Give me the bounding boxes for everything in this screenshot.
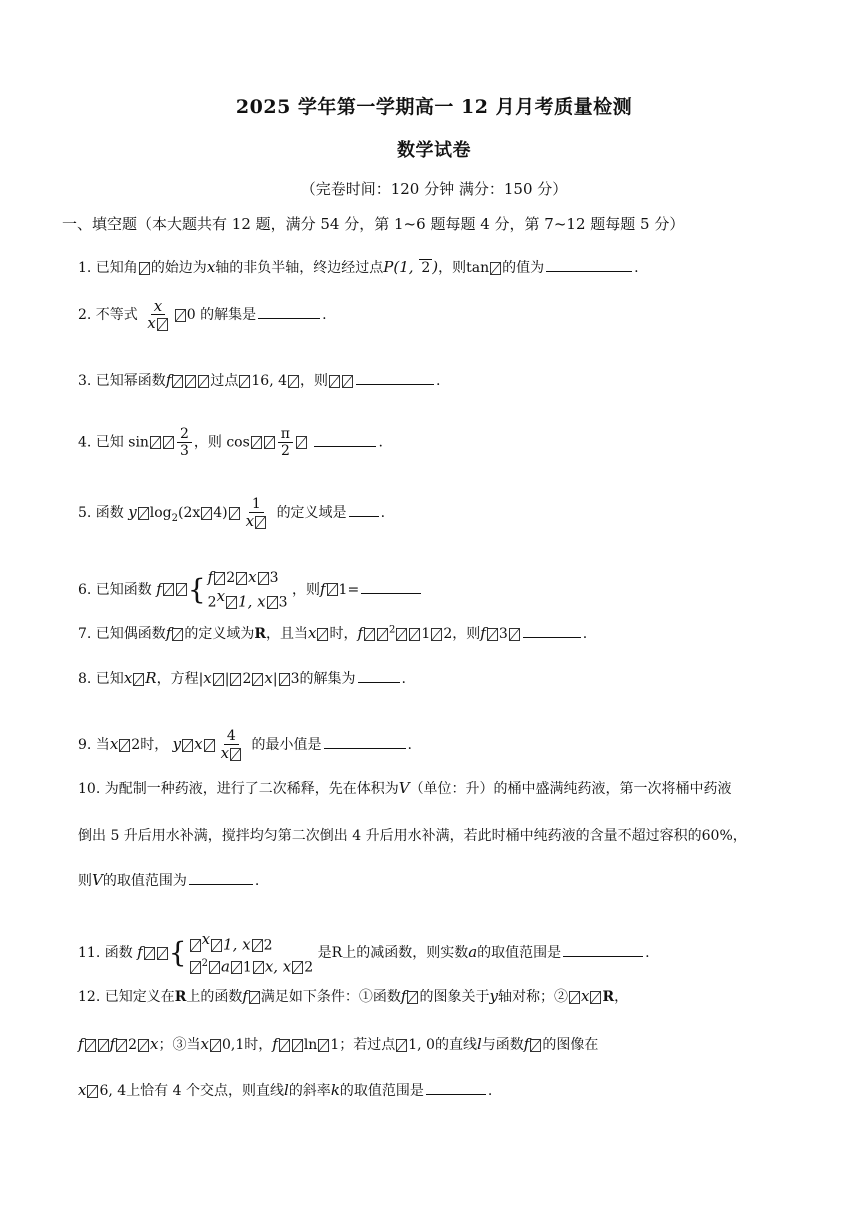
answer-blank[interactable] bbox=[314, 445, 376, 447]
question-10-line-1: 10. 为配制一种药液，进行了二次稀释，先在体积为V（单位：升）的桶中盛满纯药液，第一次将桶中药液 bbox=[78, 779, 732, 797]
answer-blank[interactable] bbox=[258, 317, 320, 319]
alpha-glyph bbox=[490, 262, 501, 275]
question-11: 11. 函数 f { $^x$ 1, x 2 $^2$ a 1 x, x 2 是R上的减函数，则实数a的取值范围是 . bbox=[78, 930, 650, 976]
piecewise-rows: f 2 x 3 2$^x$ 1, x 3 bbox=[207, 568, 288, 611]
answer-blank[interactable] bbox=[356, 383, 434, 385]
left-brace: { bbox=[168, 936, 187, 970]
answer-blank[interactable] bbox=[189, 883, 253, 885]
fraction: $\frac{1}{x}$ bbox=[243, 496, 270, 530]
question-3: 3. 已知幂函数f 过点 16, 4 ，则 . bbox=[78, 371, 441, 389]
question-9: 9. 当x 2时， y x $\frac{4}{x}$ 的最小值是 . bbox=[78, 728, 412, 762]
question-12-line-2: f f 2 x；③当x 0,1时，f ln 1；若过点 1, 0的直线l与函数f 的图像在 bbox=[78, 1035, 599, 1053]
fraction: $\frac{2}{3}$ bbox=[177, 426, 192, 459]
question-10-line-3: 则V的取值范围为 . bbox=[78, 871, 260, 889]
question-6: 6. 已知函数 f { f 2 x 3 2$^x$ 1, x 3 ，则f 1= bbox=[78, 568, 798, 612]
answer-blank[interactable] bbox=[563, 955, 643, 957]
piecewise-rows: $^x$ 1, x 2 $^2$ a 1 x, x 2 bbox=[189, 930, 314, 976]
question-7: 7. 已知偶函数f 的定义域为R，且当x 时，f $^2$ 1 2，则f 3 . bbox=[78, 624, 588, 642]
answer-blank[interactable] bbox=[546, 270, 632, 272]
question-12-line-3: x 6, 4上恰有 4 个交点，则直线l的斜率k的取值范围是 . bbox=[78, 1081, 493, 1099]
exam-time-info: （完卷时间：120 分钟 满分：150 分） bbox=[300, 180, 568, 198]
fraction: $\frac{\pi}{2}$ bbox=[278, 426, 293, 459]
question-4: 4. 已知 sin $\frac{2}{3}$ ，则 cos $\frac{\pi}{2}$ . bbox=[78, 426, 383, 459]
answer-blank[interactable] bbox=[358, 681, 400, 683]
alpha-glyph bbox=[139, 262, 150, 275]
fraction: $\frac{4}{x}$ bbox=[218, 728, 245, 762]
question-8: 8. 已知x R，方程|x | 2 x| 3的解集为 . bbox=[78, 669, 406, 687]
exam-subject: 数学试卷 bbox=[397, 140, 471, 161]
question-1: 1. 已知角 的始边为x轴的非负半轴，终边经过点P(1, 2 )，则tan 的值为 . bbox=[78, 258, 639, 276]
question-10-line-2: 倒出 5 升后用水补满，搅拌均匀第二次倒出 4 升后用水补满，若此时桶中纯药液的含量不超过容积的60%， bbox=[78, 828, 747, 844]
question-2: 2. 不等式 $\frac{x}{x}$ 0 的解集是 . bbox=[78, 297, 327, 332]
answer-blank[interactable] bbox=[324, 747, 406, 749]
question-5: 5. 函数 y $\log_2(2x$ 4) $\frac{1}{x}$ 的定义域是 . bbox=[78, 496, 386, 530]
answer-blank[interactable] bbox=[426, 1093, 486, 1095]
left-brace: { bbox=[187, 572, 206, 606]
exam-title: 2025 学年第一学期高一 12 月月考质量检测 bbox=[235, 96, 633, 118]
answer-blank[interactable] bbox=[523, 636, 581, 638]
fraction: $\frac{x}{x}$ bbox=[144, 298, 171, 332]
answer-blank[interactable] bbox=[349, 515, 379, 517]
answer-blank[interactable] bbox=[361, 592, 421, 594]
question-12-line-1: 12. 已知定义在R上的函数f 满足如下条件：①函数f 的图象关于y轴对称；② x R， bbox=[78, 987, 629, 1005]
section-heading: 一、填空题（本大题共有 12 题，满分 54 分，第 1~6 题每题 4 分，第 7~12 题每题 5 分） bbox=[62, 215, 685, 233]
